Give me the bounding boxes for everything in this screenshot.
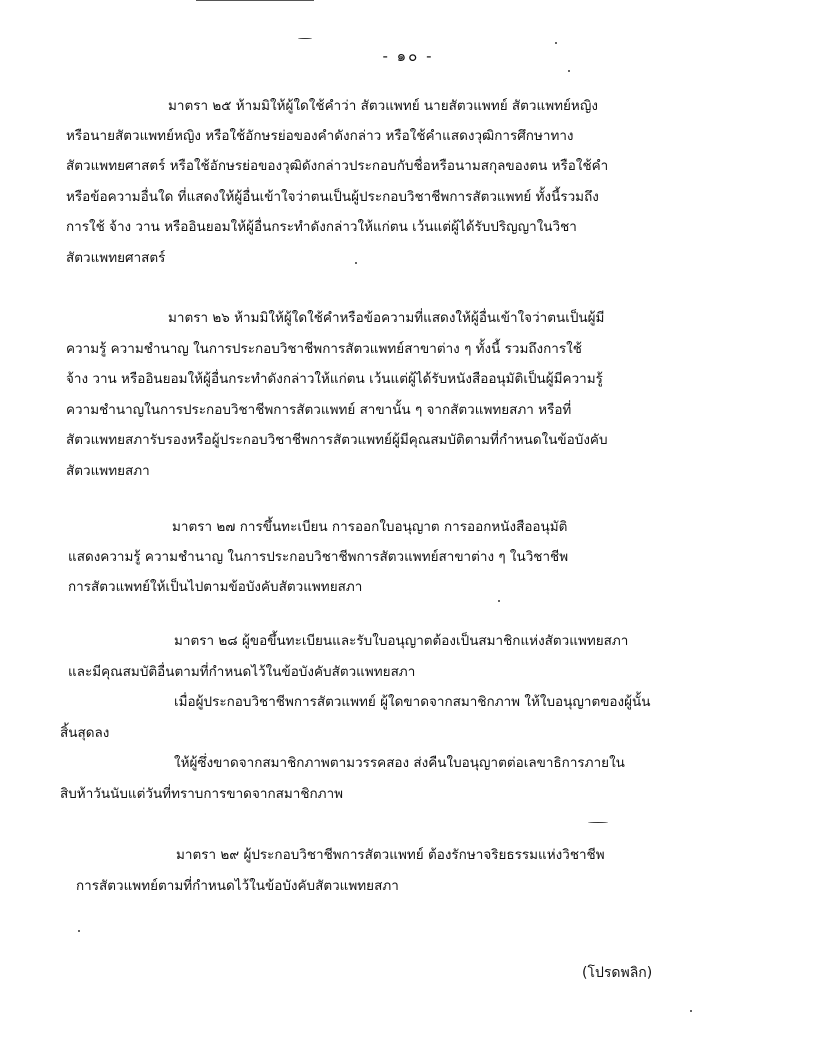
s25-line-3: สัตวแพทยศาสตร์ หรือใช้อักษรย่อของวุฒิดังกล่าวประกอบกับชื่อหรือนามสกุลของตน หรือใช้คำ — [66, 158, 609, 174]
s28-line-5: ให้ผู้ซึ่งขาดจากสมาชิกภาพตามวรรคสอง ส่งคืนใบอนุญาตต่อเลขาธิการภายใน — [174, 755, 625, 771]
s28-line-3: เมื่อผู้ประกอบวิชาชีพการสัตวแพทย์ ผู้ใดขาดจากสมาชิกภาพ ให้ใบอนุญาตของผู้นั้น — [174, 694, 651, 710]
turn-page-note: (โปรดพลิก) — [582, 965, 653, 981]
scan-mark — [298, 38, 312, 39]
s29-line-2: การสัตวแพทย์ตามที่กำหนดไว้ในข้อบังคับสัตวแพทยสภา — [76, 878, 399, 894]
s25-line-5: การใช้ จ้าง วาน หรืออินยอมให้ผู้อื่นกระทำดังกล่าวให้แก่ตน เว้นแต่ผู้ได้รับปริญญาในวิชา — [66, 219, 577, 235]
s26-line-3: จ้าง วาน หรืออินยอมให้ผู้อื่นกระทำดังกล่าวให้แก่ตน เว้นแต่ผู้ได้รับหนังสืออนุมัติเป็นผู้มีความรู้ — [66, 371, 603, 387]
s26-line-4: ความชำนาญในการประกอบวิชาชีพการสัตวแพทย์ สาขานั้น ๆ จากสัตวแพทยสภา หรือที่ — [66, 402, 572, 418]
scan-speck — [555, 42, 557, 44]
s25-line-4: หรือข้อความอื่นใด ที่แสดงให้ผู้อื่นเข้าใจว่าตนเป็นผู้ประกอบวิชาชีพการสัตวแพทย์ ทั้งนี้รวมถึง — [66, 189, 599, 205]
s26-line-5: สัตวแพทยสภารับรองหรือผู้ประกอบวิชาชีพการสัตวแพทย์ผู้มีคุณสมบัติตามที่กำหนดในข้อบังคับ — [66, 432, 608, 448]
scan-speck — [568, 70, 570, 72]
scan-speck — [78, 930, 80, 932]
s25-line-6: สัตวแพทยศาสตร์ — [66, 250, 166, 266]
s28-line-1: มาตรา ๒๘ ผู้ขอขึ้นทะเบียนและรับใบอนุญาตต้องเป็นสมาชิกแห่งสัตวแพทยสภา — [174, 633, 629, 649]
s27-line-3: การสัตวแพทย์ให้เป็นไปตามข้อบังคับสัตวแพทยสภา — [68, 579, 363, 595]
s27-line-1: มาตรา ๒๗ การขึ้นทะเบียน การออกใบอนุญาต การออกหนังสืออนุมัติ — [172, 519, 568, 535]
s28-line-6: สิบห้าวันนับแต่วันที่ทราบการขาดจากสมาชิกภาพ — [60, 786, 344, 802]
page-number: - ๑๐ - — [382, 47, 434, 65]
scan-mark — [588, 822, 608, 823]
s25-line-2: หรือนายสัตวแพทย์หญิง หรือใช้อักษรย่อของคำดังกล่าว หรือใช้คำแสดงวุฒิการศึกษาทาง — [66, 128, 574, 144]
s28-line-4: สิ้นสุดลง — [60, 725, 110, 741]
s25-line-1: มาตรา ๒๕ ห้ามมิให้ผู้ใดใช้คำว่า สัตวแพทย์ นายสัตวแพทย์ สัตวแพทย์หญิง — [168, 98, 598, 114]
top-rule — [196, 0, 314, 1]
scan-speck — [498, 600, 500, 602]
s26-line-6: สัตวแพทยสภา — [66, 463, 150, 479]
s26-line-2: ความรู้ ความชำนาญ ในการประกอบวิชาชีพการสัตวแพทย์สาขาต่าง ๆ ทั้งนี้ รวมถึงการใช้ — [66, 341, 582, 357]
scan-speck — [355, 262, 357, 264]
s29-line-1: มาตรา ๒๙ ผู้ประกอบวิชาชีพการสัตวแพทย์ ต้องรักษาจริยธรรมแห่งวิชาชีพ — [176, 847, 605, 863]
s27-line-2: แสดงความรู้ ความชำนาญ ในการประกอบวิชาชีพการสัตวแพทย์สาขาต่าง ๆ ในวิชาชีพ — [68, 549, 569, 565]
s28-line-2: และมีคุณสมบัติอื่นตามที่กำหนดไว้ในข้อบังคับสัตวแพทยสภา — [68, 664, 416, 680]
scan-speck — [690, 1010, 692, 1012]
s26-line-1: มาตรา ๒๖ ห้ามมิให้ผู้ใดใช้คำหรือข้อความที่แสดงให้ผู้อื่นเข้าใจว่าตนเป็นผู้มี — [168, 310, 605, 326]
